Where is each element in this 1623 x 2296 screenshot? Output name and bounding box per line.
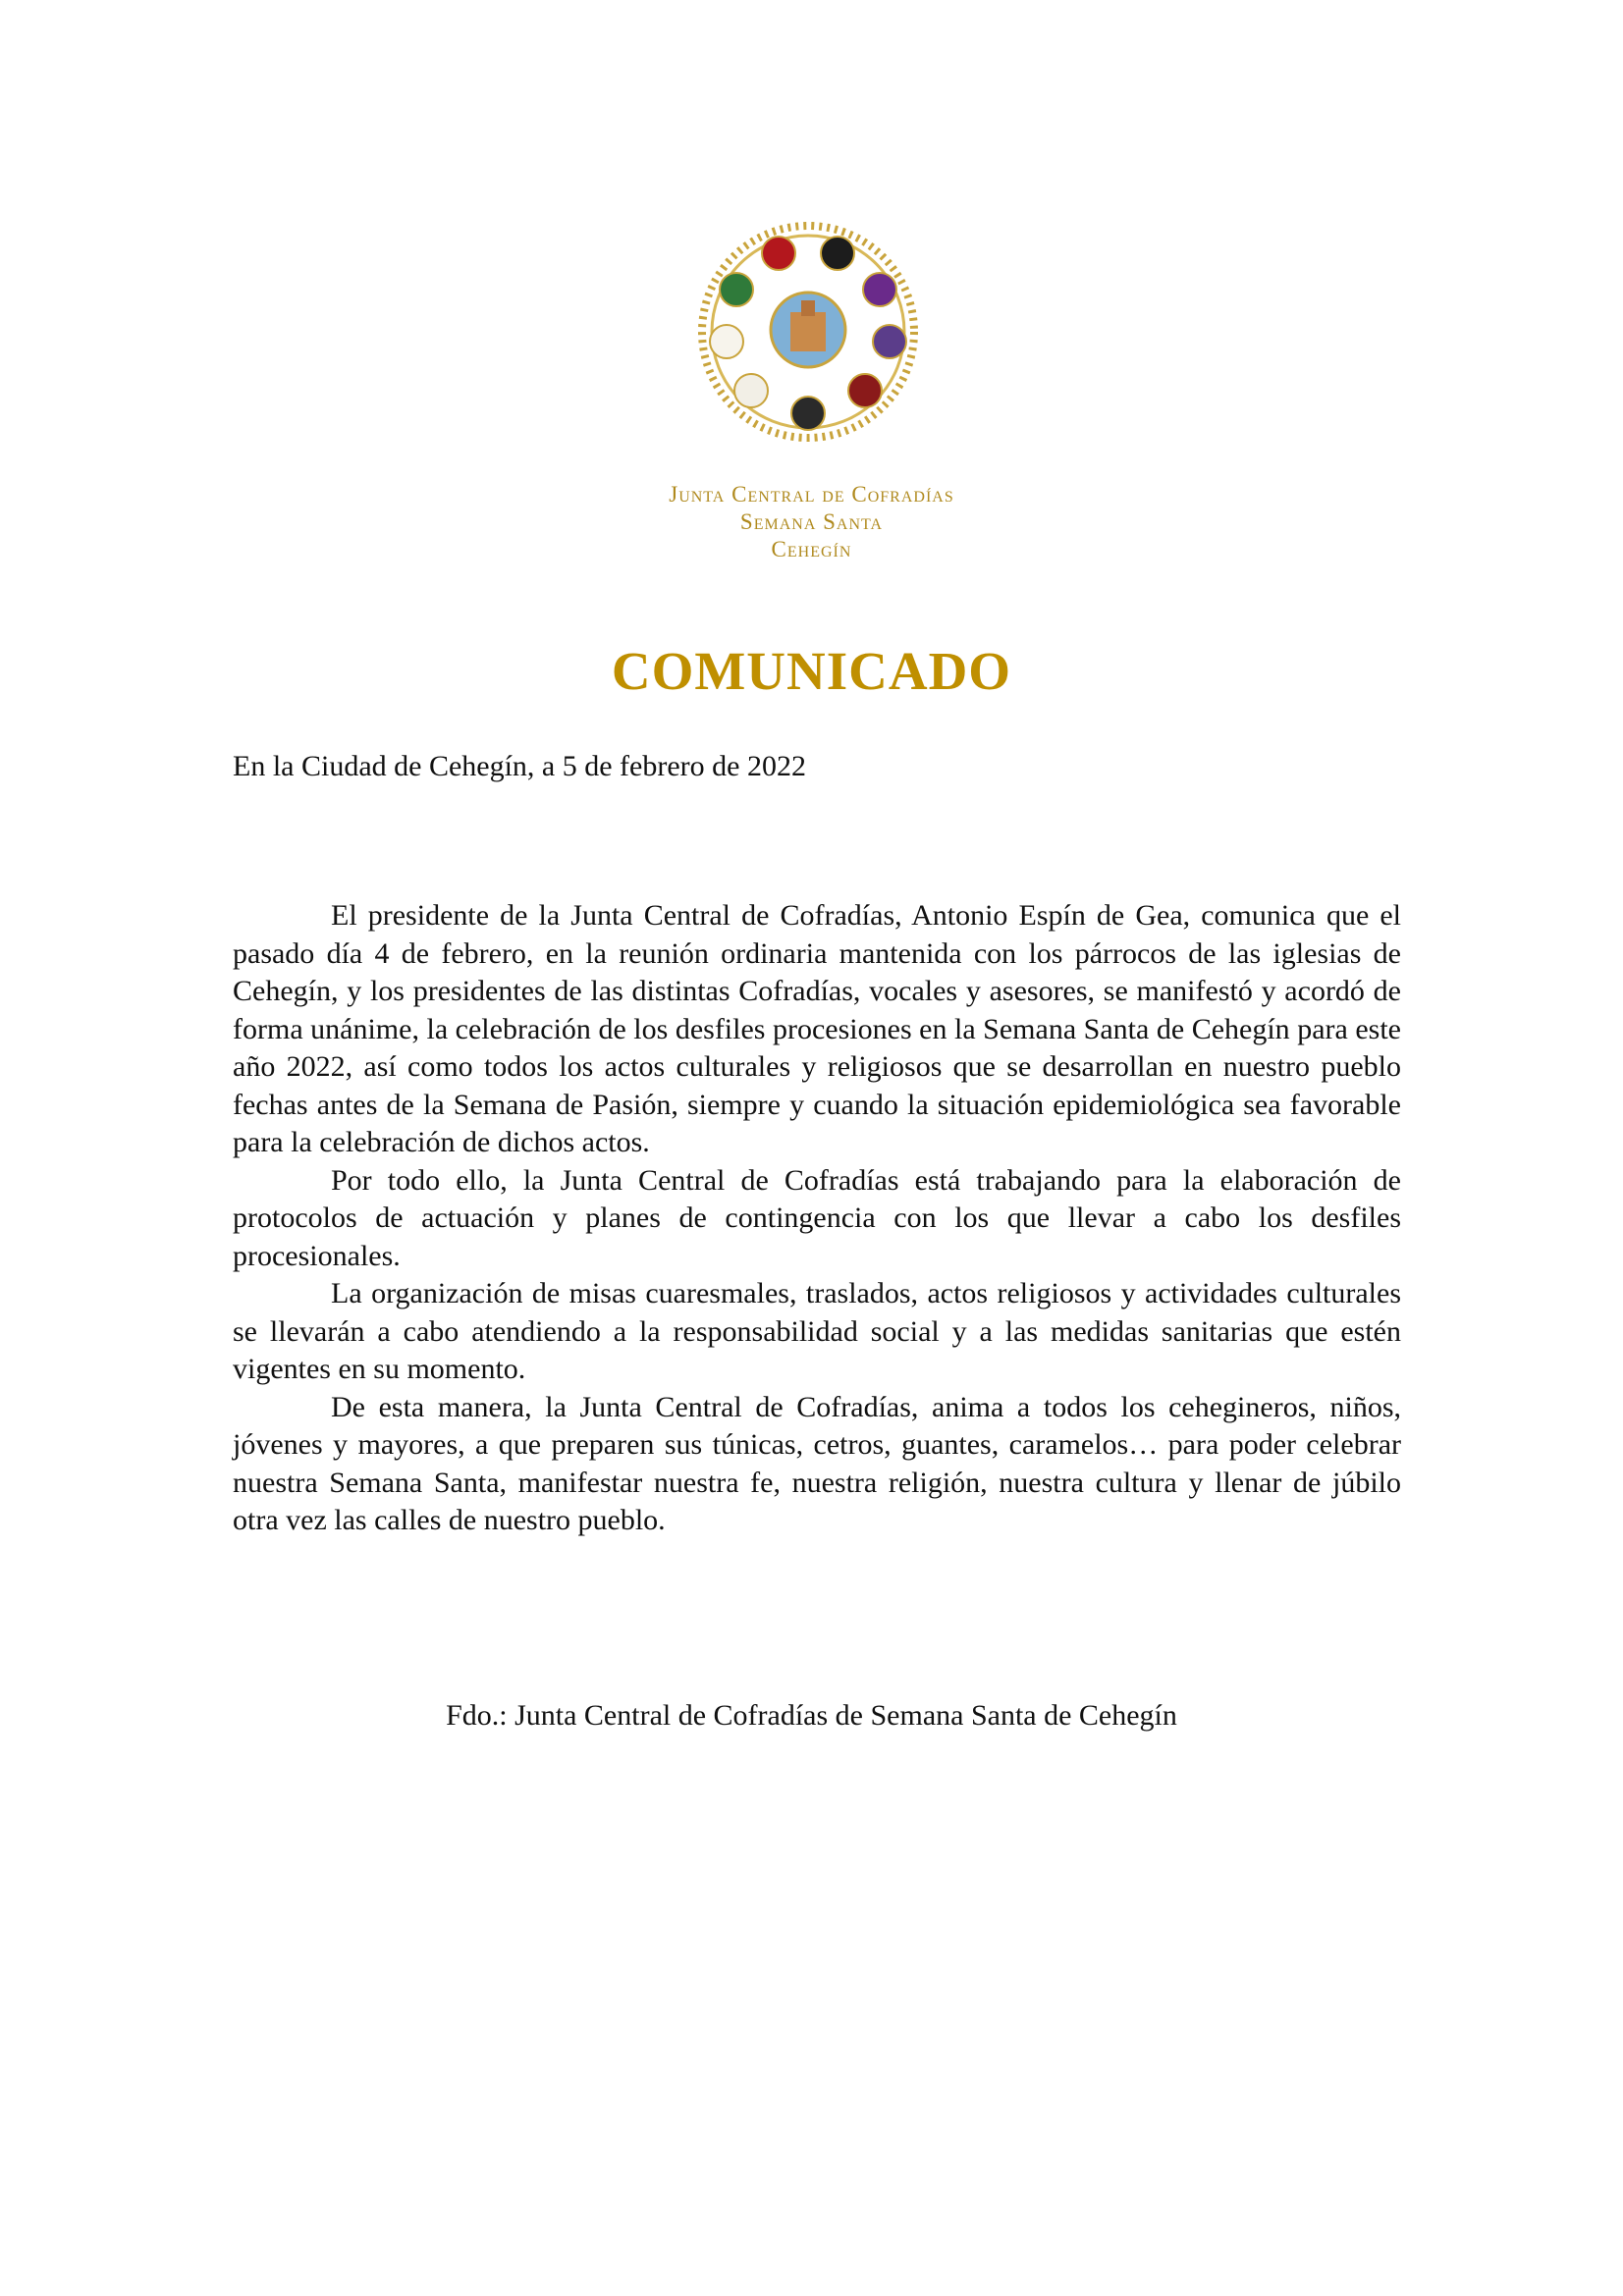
org-line-1: Junta Central de Cofradías (669, 482, 954, 507)
medallion-white-icon (734, 374, 768, 407)
medallion-cream-icon (710, 325, 743, 358)
medallion-dark-icon (791, 397, 825, 430)
organization-name (0, 481, 1623, 563)
dateline: En la Ciudad de Cehegín, a 5 de febrero de 2022 (233, 750, 806, 782)
church-tower-icon (801, 300, 815, 316)
signature: Fdo.: Junta Central de Cofradías de Semana Santa de Cehegín (446, 1699, 1177, 1732)
paragraph-2: Por todo ello, la Junta Central de Cofradías está trabajando para la elaboración de protocolos de actuación y planes de contingencia con los que llevar a cabo los desfiles procesionales. (233, 1163, 1401, 1272)
document-body (233, 897, 1401, 1540)
medallion-violet-icon (873, 325, 906, 358)
cofradias-emblem-logo (690, 214, 926, 450)
church-icon (790, 312, 826, 351)
paragraph-3: La organización de misas cuaresmales, traslados, actos religiosos y actividades culturales se llevarán a cabo atendiendo a la responsabilidad social y a las medidas sanitarias que estén vigentes en su momento. (233, 1277, 1401, 1385)
org-line-3: Cehegín (771, 537, 852, 561)
medallion-green-icon (720, 273, 753, 306)
org-line-2: Semana Santa (739, 509, 884, 534)
medallion-crimson-icon (848, 374, 882, 407)
paragraph-4: De esta manera, la Junta Central de Cofradías, anima a todos los cehegineros, niños, jóvenes y mayores, a que preparen sus túnicas, cetros, guantes, caramelos… para poder celebrar nuestra Semana Santa, manifestar nuestra fe, nuestra religión, nuestra cultura y llenar de júbilo otra vez las calles de nuestro pueblo. (233, 1390, 1401, 1536)
paragraph-1: El presidente de la Junta Central de Cofradías, Antonio Espín de Gea, comunica que el pasado día 4 de febrero, en la reunión ordinaria mantenida con los párrocos de las iglesias de Cehegín, y los presidentes de las distintas Cofradías, vocales y asesores, se manifestó y acordó de forma unánime, la celebración de los desfiles procesiones en la Semana Santa de Cehegín para este año 2022, así como todos los actos culturales y religiosos que se desarrollan en nuestro pueblo fechas antes de la Semana de Pasión, siempre y cuando la situación epidemiológica sea favorable para la celebración de dichos actos. (233, 899, 1401, 1158)
medallion-purple-icon (863, 273, 896, 306)
medallion-black-icon (821, 237, 854, 270)
document-title: COMUNICADO (611, 641, 1012, 701)
medallion-red-icon (762, 237, 795, 270)
